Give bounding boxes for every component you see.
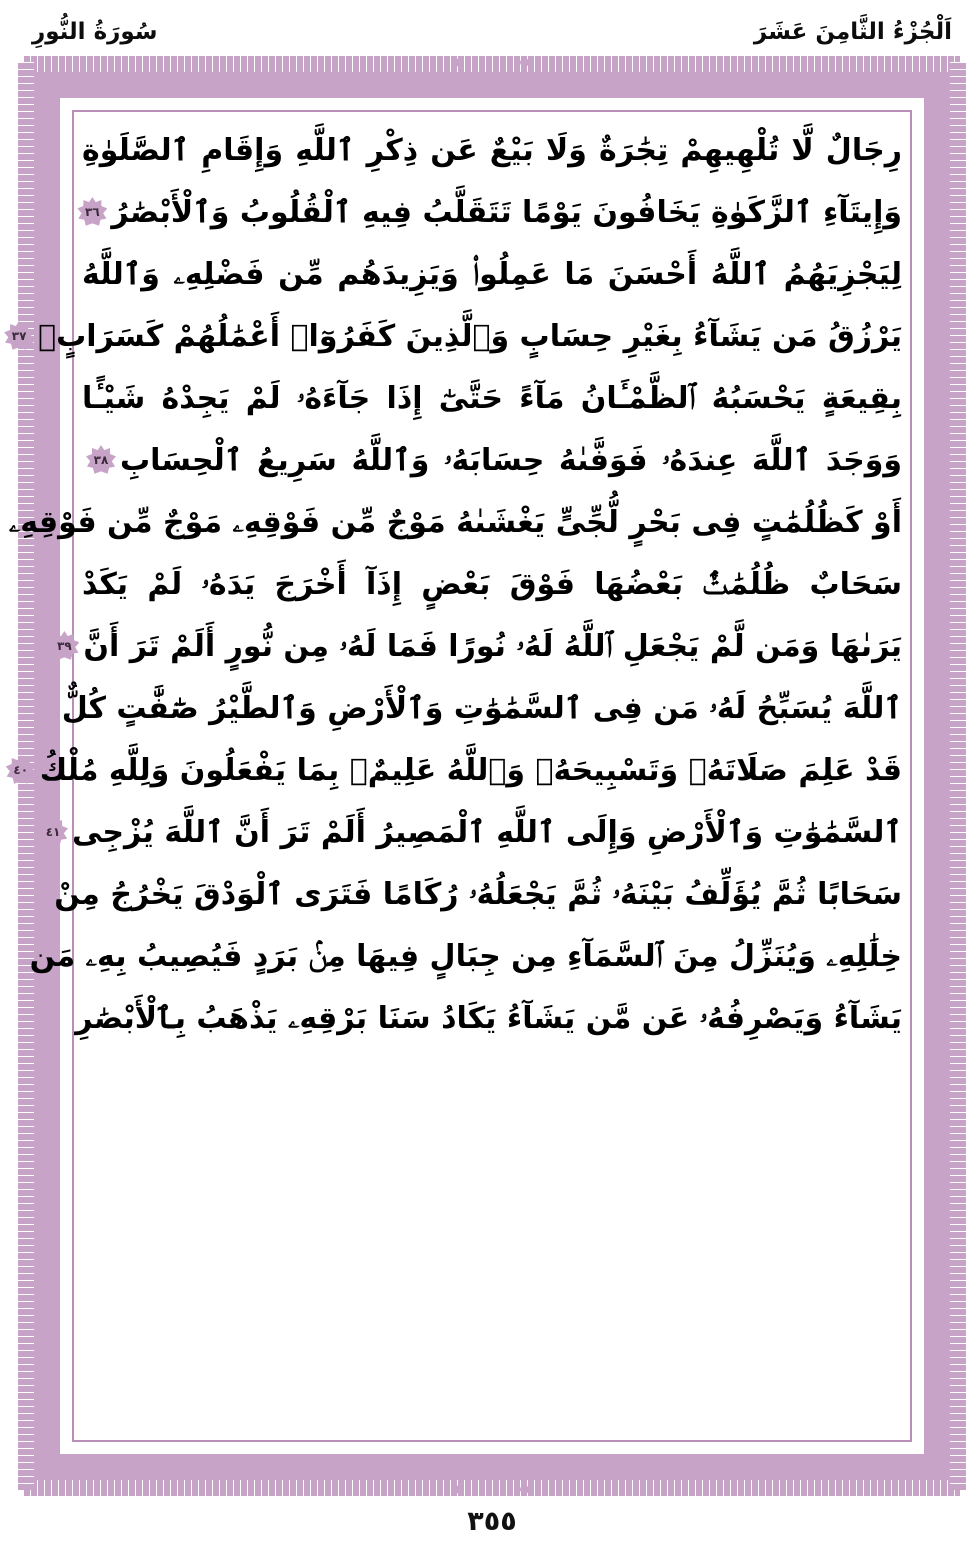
ayah-text: يَرْزُقُ مَن يَشَآءُ بِغَيْرِ حِسَابٍ وَٱلَّذِينَ كَفَرُوٓا۟ أَعْمَٰلُهُمْ كَسَرَابٍۭ [38,319,902,354]
frame-teeth-bottom [24,1480,960,1496]
frame-teeth-right [950,62,966,1490]
ayah-line [13,740,902,802]
ayah-text: رِجَالٌ لَّا تُلْهِيهِمْ تِجَٰرَةٌ وَلَا بَيْعٌ عَن ذِكْرِ ٱللَّهِ وَإِقَامِ ٱلصَّلَوٰةِ [82,133,902,168]
ayah-line [75,988,902,1050]
ayah-line [82,368,902,430]
ayah-text: وَوَجَدَ ٱللَّهَ عِندَهُۥ فَوَفَّىٰهُ حِسَابَهُۥ وَٱللَّهُ سَرِيعُ ٱلْحِسَابِ [120,443,902,478]
ayah-number-marker [49,631,79,661]
ayah-line [57,616,902,678]
ayah-line [82,182,902,244]
ayah-text: لِيَجْزِيَهُمُ ٱللَّهُ أَحْسَنَ مَا عَمِلُوا۟ وَيَزِيدَهُم مِّن فَضْلِهِۦ وَٱللَّهُ [82,257,902,292]
ayah-number-marker [38,817,68,847]
juz-title: اَلْجُزْءُ الثَّامِنَ عَشَرَ [753,19,952,45]
ayah-text: أَوْ كَظُلُمَٰتٍ فِى بَحْرٍ لُّجِّىٍّ يَغْشَىٰهُ مَوْجٌ مِّن فَوْقِهِۦ مَوْجٌ مِّن فَوْقِهِۦ [8,505,902,540]
ayah-line [54,864,902,926]
ayah-text: قَدْ عَلِمَ صَلَاتَهُۥ وَتَسْبِيحَهُۥ وَٱللَّهُ عَلِيمٌۢ بِمَا يَفْعَلُونَ وَلِلَّهِ مُلْكُ [39,753,902,788]
frame-dot-top-left [455,58,464,67]
ayah-number-marker [77,197,107,227]
ayah-line [45,802,902,864]
ayah-line [82,554,902,616]
ayah-line [11,306,902,368]
ayah-line [82,120,902,182]
ayah-text: ٱلسَّمَٰوَٰتِ وَٱلْأَرْضِ وَإِلَى ٱللَّهِ ٱلْمَصِيرُ أَلَمْ تَرَ أَنَّ ٱللَّهَ يُزْجِى [72,815,902,850]
ayah-marker-number: ٤١ [45,825,61,839]
frame-teeth-top [24,56,960,72]
ayah-line [82,430,902,492]
ayah-text: خِلَٰلِهِۦ وَيُنَزِّلُ مِنَ ٱلسَّمَآءِ مِن جِبَالٍ فِيهَا مِنۢ بَرَدٍ فَيُصِيبُ بِهِۦ مَن [29,939,902,974]
ayah-number-marker [86,445,116,475]
ayah-text: ٱللَّهَ يُسَبِّحُ لَهُۥ مَن فِى ٱلسَّمَٰوَٰتِ وَٱلْأَرْضِ وَٱلطَّيْرُ صَٰٓفَّٰتٍ كُلٌّ [61,691,902,726]
page-header [4,8,980,56]
ayah-text: سَحَابًا ثُمَّ يُؤَلِّفُ بَيْنَهُۥ ثُمَّ يَجْعَلُهُۥ رُكَامًا فَتَرَى ٱلْوَدْقَ يَخْرُجُ مِنْ [54,877,902,912]
frame-dot-bottom-left [455,1485,464,1494]
ayah-text: يَشَآءُ وَيَصْرِفُهُۥ عَن مَّن يَشَآءُ يَكَادُ سَنَا بَرْقِهِۦ يَذْهَبُ بِٱلْأَبْصَٰرِ [75,1001,902,1036]
ayah-line [29,926,902,988]
ayah-text: وَإِيتَآءِ ٱلزَّكَوٰةِ يَخَافُونَ يَوْمًا تَتَقَلَّبُ فِيهِ ٱلْقُلُوبُ وَٱلْأَبْصَٰرُ [111,195,902,230]
ayah-marker-number: ٣٩ [57,639,72,653]
ayah-marker-number: ٤٠ [13,763,29,777]
surah-title: سُورَةُ النُّورِ [32,19,158,45]
mushaf-page [4,0,980,1555]
ayah-number-marker [4,321,34,351]
ayah-line [82,244,902,306]
ayah-marker-number: ٣٦ [85,205,100,219]
ayah-line [61,678,902,740]
ayah-number-marker [6,755,36,785]
page-number: ٣٥٥ [467,1506,517,1537]
ayah-line [8,492,902,554]
quran-text-body [8,120,902,1435]
ayah-marker-number: ٣٨ [93,453,109,467]
ayah-text: سَحَابٌ ظُلُمَٰتٌۢ بَعْضُهَا فَوْقَ بَعْضٍ إِذَآ أَخْرَجَ يَدَهُۥ لَمْ يَكَدْ [82,567,902,602]
ayah-marker-number: ٣٧ [11,329,27,343]
ayah-text: يَرَىٰهَا وَمَن لَّمْ يَجْعَلِ ٱللَّهُ لَهُۥ نُورًا فَمَا لَهُۥ مِن نُّورٍ أَلَمْ تَرَ أَنَّ [83,629,902,664]
ayah-text: بِقِيعَةٍ يَحْسَبُهُ ٱلظَّمْـَٔانُ مَآءً حَتَّىٰٓ إِذَا جَآءَهُۥ لَمْ يَجِدْهُ شَيْـًٔا [82,381,902,416]
